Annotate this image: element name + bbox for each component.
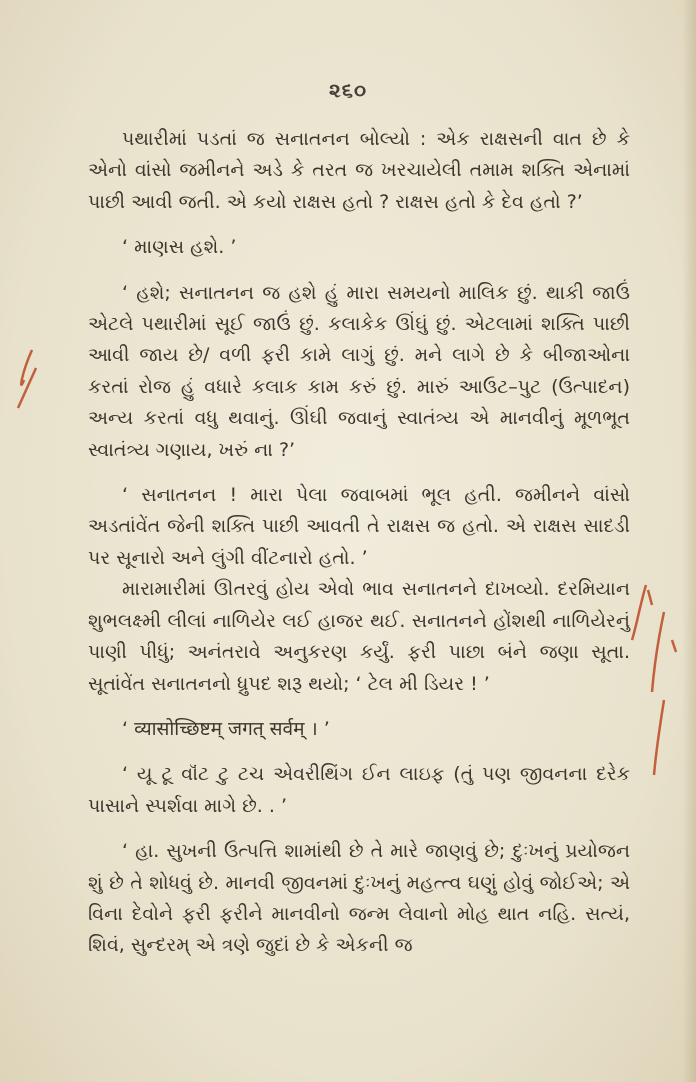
paragraph: મારામારીમાં ઊતરવું હોય એવો ભાવ સનાતનને દાખવ્યો. દરમિયાન શુભલક્ષ્મી લીલાં નાળિયેર લઈ હાજર થઈ. સનાતનને હોંશથી નાળિયેરનું પાણી પીધું; અનંતરાવે અનુકરણ કર્યું. ફરી પાછા બંને જણા સૂતા. સૂતાંવેંત સનાતનનો ધ્રુપદ શરૂ થયો; ‘ ટેલ મી ડિયર ! ’ <box>88 578 630 695</box>
right-margin-stroke-3 <box>654 700 664 775</box>
paragraph: પથારીમાં પડતાં જ સનાતનન બોલ્યો : એક રાક્ષસની વાત છે કે એનો વાંસો જમીનને અડે કે તરત જ ખરચાયેલી તમામ શક્તિ એનામાં પાછી આવી જતી. એ કયો રાક્ષસ હતો ? રાક્ષસ હતો કે દેવ હતો ?’ <box>88 128 630 213</box>
paragraph: ‘ માણસ હશે. ’ <box>122 236 237 259</box>
page-number: ૨૬૦ <box>329 78 367 102</box>
right-margin-stroke-1 <box>632 585 652 640</box>
left-margin-stroke <box>18 350 36 408</box>
paragraph: ‘ व्यासोच्छिष्टम् जगत् सर्वम् । ’ <box>122 717 330 740</box>
paragraph: ‘ હશે; સનાતનન જ હશે હું મારા સમયનો માલિક છું. થાકી જાઉં એટલે પથારીમાં સૂઈ જાઉં છું. કલાકેક ઊંઘું છું. એટલામાં શક્તિ પાછી આવી જાય છે/ વળી ફરી કામે લાગું છું. મને લાગે છે કે બીજાઓના કરતાં રોજ હું વધારે કલાક કામ કરું છું. મારું આઉટ–પુટ (ઉત્પાદન) અન્ય કરતાં વધુ થવાનું. ઊંઘી જવાનું સ્વાતંત્ર્ય એ માનવીનું મૂળભૂત સ્વાતંત્ર્ય ગણાય, ખરું ના ?’ <box>88 281 630 461</box>
paragraph: ‘ યૂ ટૂ વૉંટ ટુ ટચ એવરીથિંગ ઈન લાઇફ (તું પણ જીવનના દરેક પાસાને સ્પર્શવા માગે છે. . ’ <box>88 763 630 817</box>
paragraph: ‘ સનાતનન ! મારા પેલા જવાબમાં ભૂલ હતી. જમીનને વાંસો અડતાંવેંત જેની શક્તિ પાછી આવતી તે રાક્ષસ જ હતો. એ રાક્ષસ સાદડી પર સૂનારો અને લુંગી વીંટનારો હતો. ’ <box>88 484 630 569</box>
paragraph: ‘ હા. સુખની ઉત્પત્તિ શામાંથી છે તે મારે જાણવું છે; દુઃખનું પ્રયોજન શું છે તે શોધવું છે. માનવી જીવનમાં દુઃખનું મહત્ત્વ ઘણું હોવું જોઈએ; એ વિના દેવોને ફરી ફરીને માનવીનો જન્મ લેવાનો મોહ થાત નહિ. સત્યં, શિવં, સુન્દરમ્ એ ત્રણે જુદાં છે કે એકની જ <box>88 840 630 957</box>
right-margin-stroke-2 <box>652 612 676 692</box>
